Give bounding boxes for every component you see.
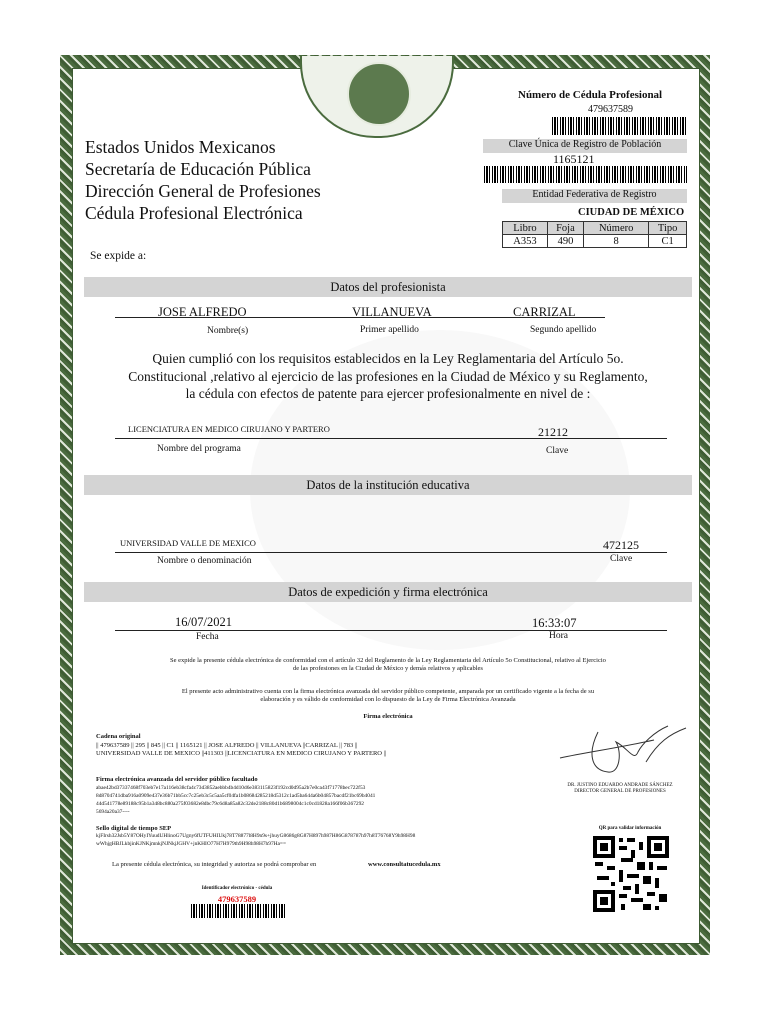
entidad-label: Entidad Federativa de Registro (502, 189, 687, 203)
verify-text: La presente cédula electrónica, su integridad y autoriza se podrá comprobar en (112, 861, 317, 868)
curp-value: 1165121 (553, 152, 595, 166)
institucion-line (115, 551, 667, 553)
programa-clave-label: Clave (546, 446, 569, 456)
institucion-value: UNIVERSIDAD VALLE DE MEXICO (120, 538, 256, 548)
statement-line-3: la cédula con efectos de patente para ejercer profesionalmente en nivel de : (185, 386, 591, 401)
identificador-barcode (191, 904, 285, 918)
firma-servidor-label: Firma electrónica avanzada del servidor público facultado (96, 776, 258, 783)
registro-tipo: C1 (649, 235, 687, 248)
apellido2-label: Segundo apellido (530, 325, 597, 335)
firma-servidor-line-1: abae42bd37337468f703eb7e17a116eb38cfa4c73d3852aebbb4b4d10d6e383115823f192cd0d95a2b7e0ca43f71778bec722f53 (96, 785, 366, 791)
hora-label: Hora (549, 631, 568, 641)
curp-label: Clave Única de Registro de Población (483, 139, 687, 153)
legal-paragraph-1a: Se expide la presente cédula electrónica de conformidad con el artículo 32 del Reglamento de la Ley Reglamentaria del Artículo 5o Constitucional, relativo al Ejercicio (170, 657, 606, 664)
registro-foja: 490 (547, 235, 583, 248)
sello-line-2: wWhjgHBJLkbjinKJNKjmnkjNJNkjJGHV+jnKHIO77H7H979th9H98h98H7h97Ha== (96, 841, 287, 847)
programa-clave: 21212 (538, 425, 568, 439)
identificador-value: 479637589 (217, 894, 257, 904)
identificador-label: Identificador electrónico - cédula (201, 886, 273, 891)
sello-label: Sello digital de tiempo SEP (96, 825, 172, 832)
programa-label: Nombre del programa (157, 444, 241, 454)
curp-barcode (484, 166, 687, 183)
apellido2-value: CARRIZAL (513, 305, 576, 319)
header-line-3: Dirección General de Profesiones (85, 181, 321, 201)
nombre-value: JOSE ALFREDO (158, 305, 247, 319)
registro-header-foja: Foja (547, 222, 583, 235)
programa-value: LICENCIATURA EN MEDICO CIRUJANO Y PARTERO (128, 424, 330, 434)
cadena-line-2: UNIVERSIDAD VALLE DE MEXICO ||411303 ||LICENCIATURA EN MEDICO CIRUJANO Y PARTERO || (96, 750, 387, 757)
cedula-barcode (552, 117, 686, 135)
registro-header-numero: Número (584, 222, 649, 235)
institucion-clave: 472125 (603, 538, 639, 552)
apellido1-value: VILLANUEVA (352, 305, 432, 319)
institucion-clave-label: Clave (610, 554, 633, 564)
section-expedicion: Datos de expedición y firma electrónica (84, 582, 692, 602)
cedula-label: Número de Cédula Profesional (518, 89, 663, 101)
institucion-label: Nombre o denominación (157, 556, 252, 566)
registro-header-libro: Libro (503, 222, 548, 235)
registro-header-tipo: Tipo (649, 222, 687, 235)
registro-numero: 8 (584, 235, 649, 248)
header-line-2: Secretaría de Educación Pública (85, 159, 311, 179)
registro-table (502, 221, 687, 248)
hora-value: 16:33:07 (532, 616, 577, 630)
legal-paragraph-2a: El presente acto administrativo cuenta con la firma electrónica avanzada del servidor público competente, amparada por un certificado vigente a la fecha de su (181, 688, 595, 695)
statement-line-1: Quien cumplió con los requisitos establecidos en la Ley Reglamentaria del Artículo 5o. (152, 351, 624, 366)
statement-line-2: Constitucional ,relativo al ejercicio de las profesiones en la Ciudad de México y su Reglamento, (128, 369, 648, 384)
firma-servidor-line-2: 8d8704741dba916a0909e437e36b71bb5cc7c25eb3c5c5aa5cf04fa1b08684285218d5312c1ad5ba644a6b04857bacdf21bc69b4041 (96, 793, 376, 799)
cedula-number: 479637589 (588, 104, 633, 115)
fecha-label: Fecha (196, 632, 219, 642)
cadena-label: Cadena original (96, 733, 141, 740)
sello-line-1: kjFIrsh32Jsb5Y87OHyIYuudUHlinoG7Ugny6fUTFUHIUkj78T78877l8H9n9s+jhuyG8686g8G87H897h987H86G878787h97h8T76768Y9h98H98 (96, 833, 416, 839)
firma-servidor-line-4: 5694a20a37---- (96, 809, 130, 815)
cadena-line-1: || 479637589 || 295 || 845 || C1 || 1165121 || JOSE ALFREDO || VILLANUEVA ||CARRIZAL || 783 || (96, 742, 358, 749)
registro-libro: A353 (503, 235, 548, 248)
firma-electronica-label: Firma electrónica (363, 713, 413, 720)
section-institucion: Datos de la institución educativa (84, 475, 692, 495)
handwritten-signature (558, 722, 690, 782)
fecha-value: 16/07/2021 (175, 615, 232, 629)
apellido1-label: Primer apellido (360, 325, 419, 335)
se-expide-label: Se expide a: (90, 250, 147, 262)
entidad-value: CIUDAD DE MÉXICO (578, 207, 685, 218)
legal-paragraph-1b: de las profesiones en la Ciudad de México y demás relativos y aplicables (293, 665, 483, 672)
verify-url-link[interactable]: www.consultatucedula.mx (368, 861, 441, 868)
qr-code[interactable] (593, 836, 669, 912)
header-line-1: Estados Unidos Mexicanos (85, 137, 276, 157)
qr-label: QR para validar información (598, 826, 662, 831)
header-line-4: Cédula Profesional Electrónica (85, 203, 303, 223)
signer-title: DIRECTOR GENERAL DE PROFESIONES (574, 789, 666, 794)
section-profesionista: Datos del profesionista (84, 277, 692, 297)
legal-paragraph-2b: elaboración y es válido de conformidad con lo dispuesto de la Ley de Firma Electrónica Avanzada (260, 696, 516, 703)
nombre-label: Nombre(s) (207, 326, 249, 336)
firma-servidor-line-3: 44d541778e89188c95b1a348bc880a275f03682e8dbc79c6d8a85a82c32de2188c80d1b6898004c1c0cd1828a166f06b367292 (96, 801, 364, 807)
programa-line (115, 437, 667, 439)
signer-name: DR. JUSTINO EDUARDO ANDRADE SÁNCHEZ (567, 783, 673, 788)
